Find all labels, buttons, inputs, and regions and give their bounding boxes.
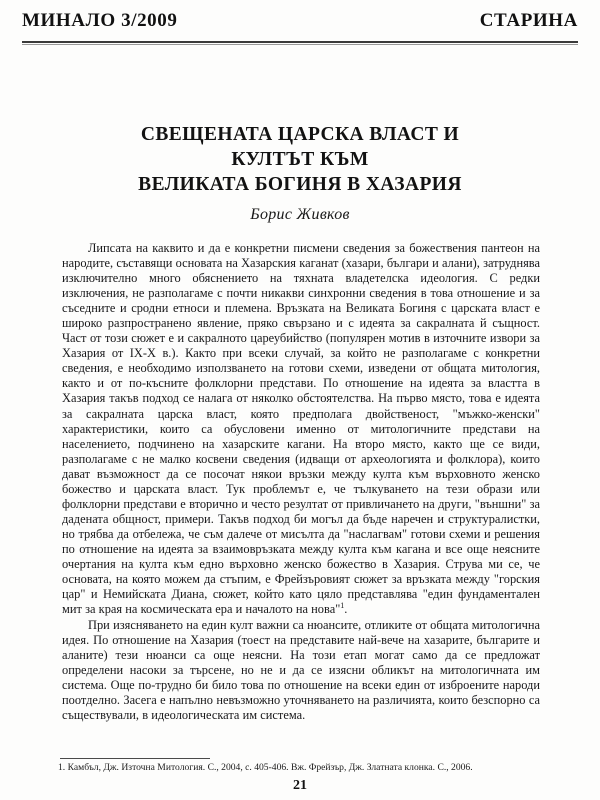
title-line-3: ВЕЛИКАТА БОГИНЯ В ХАЗАРИЯ [138, 174, 462, 195]
running-head-right: СТАРИНА [479, 10, 578, 31]
running-head-left: МИНАЛО 3/2009 [22, 10, 178, 31]
article-body [62, 241, 540, 723]
body-paragraph-2: При изясняването на един култ важни са нюансите, отликите от общата митологична идея. По отношение на Хазария (тоест на представите най-вече на хазарите, българите и аланите) тези нюанси са още неясни. На този етап могат само да се предложат определени насоки за търсене, но не и да се изясни обликът на митологичната им система. Още по-трудно би било това по отношение на всеки един от изброените народи поотделно. Засега е напълно невъзможно уточняването на различията, които безспорно са съществували, в идеологическата им система. [62, 617, 540, 722]
title-line-2: КУЛТЪТ КЪМ [231, 149, 369, 170]
page-title [70, 122, 530, 197]
header-rule-secondary [22, 44, 578, 45]
footnote-marker-1[interactable]: 1 [340, 601, 345, 610]
footnote-separator [60, 758, 210, 759]
paragraph-1-tail: . [344, 602, 348, 617]
body-paragraph-1 [62, 241, 540, 617]
running-head [22, 10, 578, 44]
footnote-text: 1. Камбъл, Дж. Източна Митология. С., 2004, с. 405-406. Вж. Фрейзър, Дж. Златната клонка. С., 2006. [58, 762, 473, 773]
header-rule [22, 41, 578, 43]
title-line-1: СВЕЩЕНАТА ЦАРСКА ВЛАСТ И [140, 124, 460, 145]
page-number: 21 [293, 778, 307, 793]
title-block [70, 122, 530, 224]
author-byline: Борис Живков [250, 206, 350, 223]
paragraph-1-text: Липсата на каквито и да е конкретни писмени сведения за божествения пантеон на народите, съставящи основата на Хазарския каганат (хазари, българи и алани), затруднява изключително много обяснението на тяхната владетелска идеология. С редки изключения, не разполагаме с почти никакви синхронни сведения в това отношение и за съседните и сродни етноси и племена. Връзката на Великата Богиня с царската власт е широко разпространено явление, пряко свързано и с идеята за сакралната й същност. Част от този сюжет е и сакралното цареубийство (популярен мотив в източните извори за Хазария от IX-X в.). Както при всеки случай, за който не разполагаме с конкретни сведения, е необходимо използването на готови схеми, изведени от общата митология, както и от по-късните фолклорни представи. По отношение на идеята за властта в Хазария такъв подход се налага от няколко обстоятелства. На първо място, това е идеята за сакралната царска власт, която предполага двойственост, "мъжко-женски" характеристики, които са обусловени именно от митологичните представи на населението, подчинено на хазарските кагани. На второ място, както ще се види, разполагаме с не малко косвени сведения (идващи от археологията и фолклора), които дават възможност да се посочат някои връзки между култа към върховното женско божество и царската власт. Тук проблемът е, че тълкуването на тези образи или фолклорни представи е вторично и често резултат от привличането на други, "външни" за дадената общност, примери. Такъв подход би могъл да бъде наречен и структуралистки, но трябва да отбележа, че съм далече от мисълта да "наслагвам" готови схеми и решения по отношение на идеята за взаимовръзката между култа към кагана и все още неясните очертания на култа към едно върховно женско божество в Хазария. Струва ми се, че основата, на която можем да стъпим, е Фрейзъровият сюжет за връзката между "горския цар" и Немийската Диана, сюжет, който като цяло представлява "един фундаментален мит за края на космическата ера и началото на нова" [62, 241, 540, 617]
